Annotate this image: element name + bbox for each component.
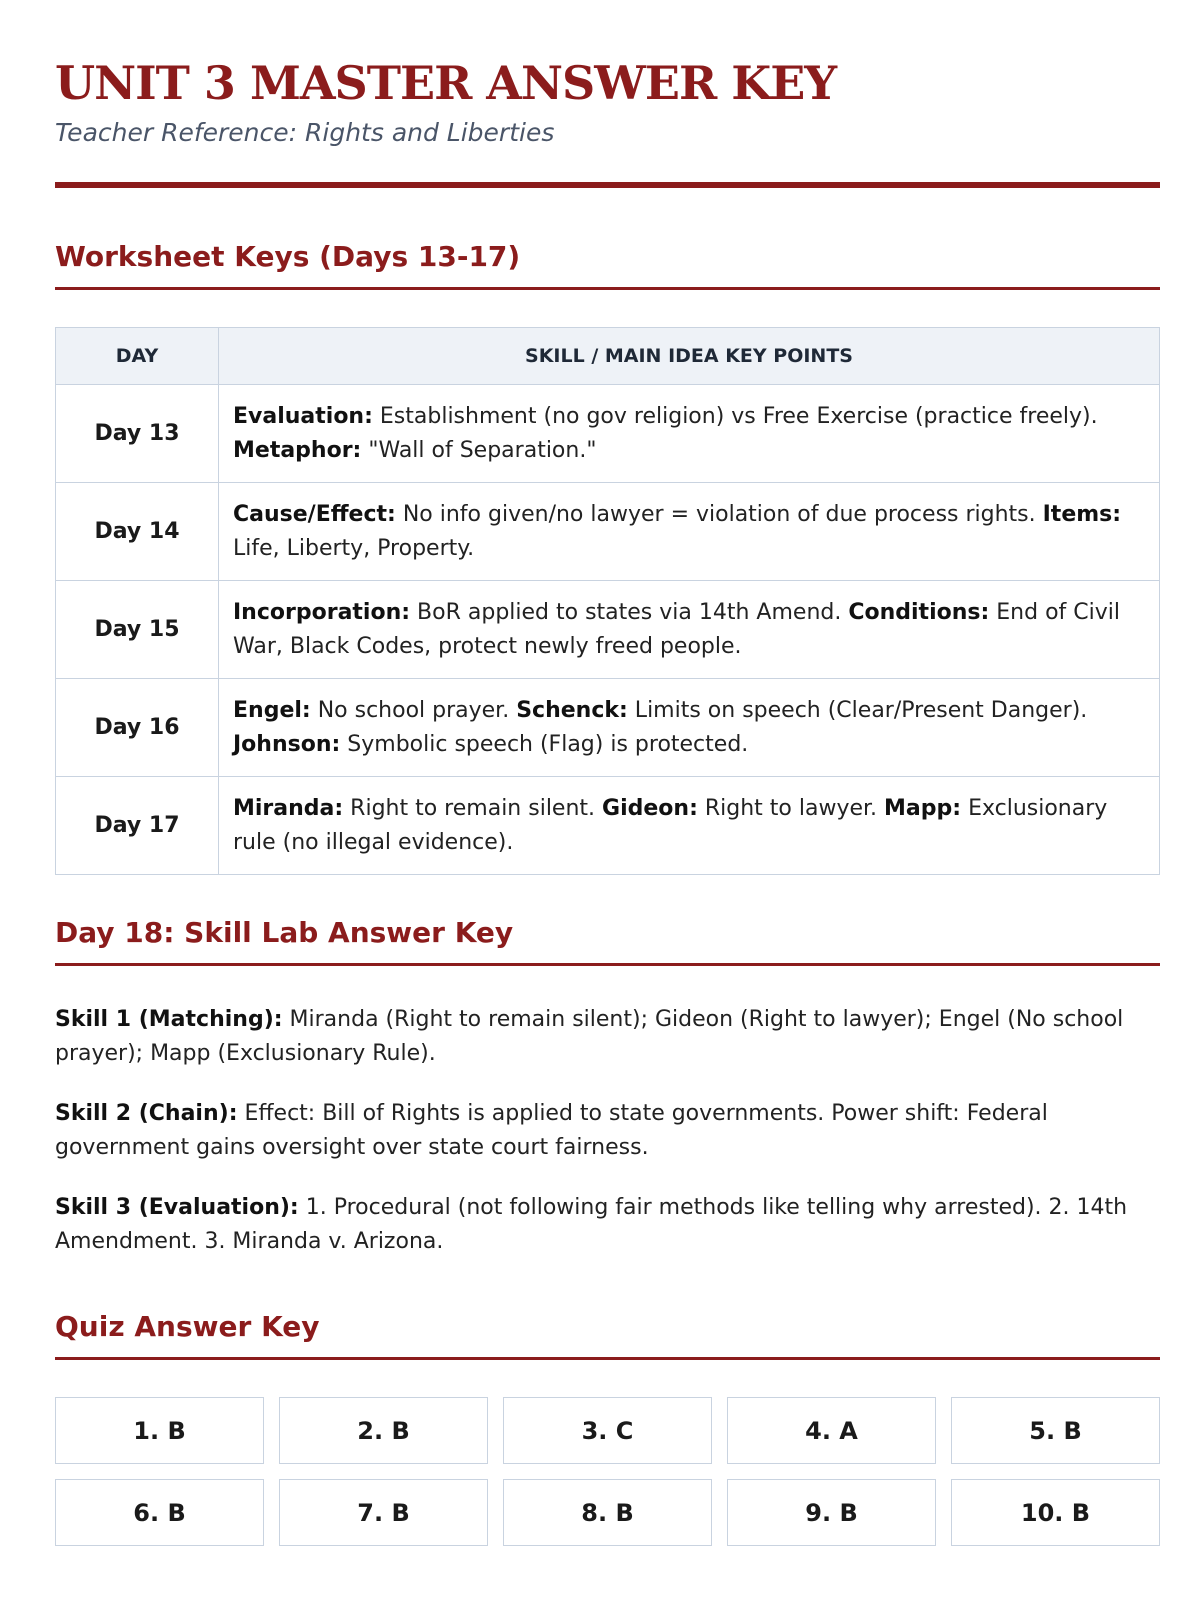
column-header-day: DAY [56,328,219,385]
quiz-divider [55,1357,1160,1360]
quiz-answer-4: 4. A [727,1397,936,1464]
key-points-cell [219,581,1160,679]
quiz-answer-10: 10. B [951,1479,1160,1546]
column-header-key-points: SKILL / MAIN IDEA KEY POINTS [219,328,1160,385]
key-point-label: Gideon: [602,795,698,821]
key-point-text: Right to remain silent. [343,795,603,821]
key-points-cell [219,385,1160,483]
key-point-label: Johnson: [233,731,341,757]
key-point-text: Exclusionary rule (no illegal evidence). [233,795,1108,855]
quiz-answer-7: 7. B [279,1479,488,1546]
key-point-text: End of Civil War, Black Codes, protect newly freed people. [233,599,1120,659]
skill-lab-divider [55,963,1160,966]
table-row [56,483,1160,581]
day-cell: Day 15 [56,581,219,679]
key-point-label: Evaluation: [233,403,373,429]
worksheet-divider [55,287,1160,290]
skill-label: Skill 3 (Evaluation): [55,1195,299,1220]
skill-label: Skill 2 (Chain): [55,1101,238,1126]
table-row [56,777,1160,875]
key-points-cell [219,777,1160,875]
skill-3-answer [55,1191,1135,1259]
worksheet-heading: Worksheet Keys (Days 13-17) [55,240,521,273]
key-point-label: Conditions: [848,599,990,625]
day-cell: Day 17 [56,777,219,875]
key-point-text: Establishment (no gov religion) vs Free Exercise (practice freely). [372,403,1098,429]
key-points-cell [219,679,1160,777]
key-point-label: Incorporation: [233,599,411,625]
skill-text: Miranda (Right to remain silent); Gideon (Right to lawyer); Engel (No school prayer); Mapp (Exclusionary Rule). [55,1007,1124,1066]
skill-text: 1. Procedural (not following fair methods like telling why arrested). 2. 14th Amendment. 3. Miranda v. Arizona. [55,1195,1128,1254]
key-point-label: Mapp: [884,795,962,821]
quiz-heading: Quiz Answer Key [55,1310,320,1343]
quiz-answer-9: 9. B [727,1479,936,1546]
quiz-answer-8: 8. B [503,1479,712,1546]
day-cell: Day 13 [56,385,219,483]
skill-lab-heading: Day 18: Skill Lab Answer Key [55,916,514,949]
table-row [56,385,1160,483]
quiz-answer-6: 6. B [55,1479,264,1546]
skill-label: Skill 1 (Matching): [55,1007,283,1032]
worksheet-keys-table [55,327,1160,875]
table-header-row [56,328,1160,385]
key-point-text: BoR applied to states via 14th Amend. [410,599,849,625]
table-row [56,679,1160,777]
skill-1-answer [55,1003,1135,1071]
key-point-label: Miranda: [233,795,344,821]
key-point-text: Life, Liberty, Property. [233,535,475,561]
quiz-answer-grid [55,1397,1160,1546]
quiz-answer-5: 5. B [951,1397,1160,1464]
quiz-answer-1: 1. B [55,1397,264,1464]
page-title: UNIT 3 MASTER ANSWER KEY [55,56,837,110]
key-point-label: Metaphor: [233,437,362,463]
key-points-cell [219,483,1160,581]
day-cell: Day 14 [56,483,219,581]
key-point-label: Schenck: [516,697,628,723]
key-point-label: Items: [1042,501,1122,527]
key-point-text: Right to lawyer. [697,795,885,821]
key-point-text: Limits on speech (Clear/Present Danger). [627,697,1088,723]
quiz-answer-2: 2. B [279,1397,488,1464]
skill-text: Effect: Bill of Rights is applied to state governments. Power shift: Federal government gains oversight over state court fairness. [55,1101,1048,1160]
key-point-text: No info given/no lawyer = violation of due process rights. [395,501,1043,527]
skill-2-answer [55,1097,1135,1165]
quiz-answer-3: 3. C [503,1397,712,1464]
table-row [56,581,1160,679]
day-cell: Day 16 [56,679,219,777]
key-point-text: "Wall of Separation." [361,437,597,463]
page-subtitle: Teacher Reference: Rights and Liberties [55,118,555,147]
key-point-label: Engel: [233,697,311,723]
key-point-text: No school prayer. [310,697,517,723]
title-divider [55,182,1160,188]
key-point-label: Cause/Effect: [233,501,396,527]
key-point-text: Symbolic speech (Flag) is protected. [340,731,749,757]
